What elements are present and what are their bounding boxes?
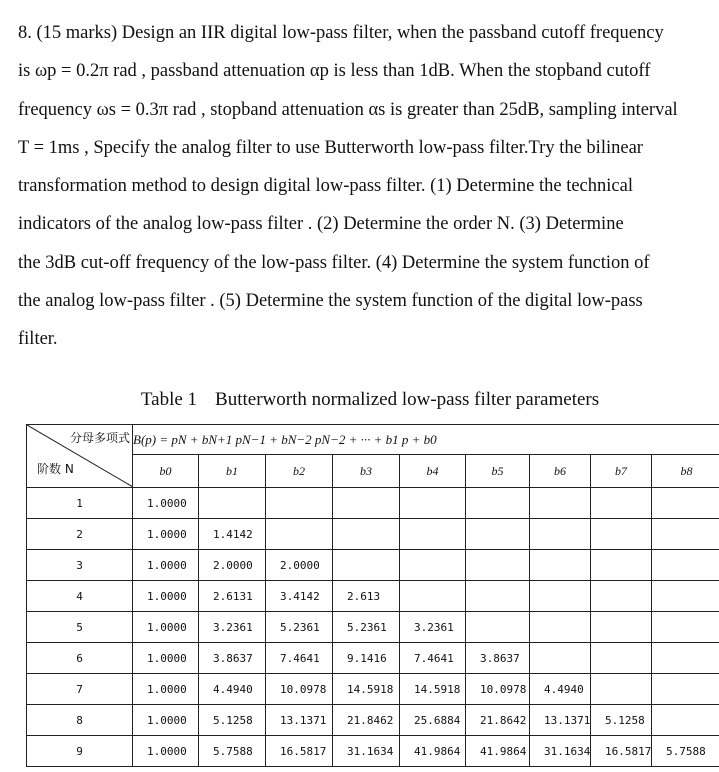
coef-cell: 41.9864 bbox=[466, 736, 530, 767]
coef-cell: 16.5817 bbox=[266, 736, 333, 767]
coef-cell: 13.1371 bbox=[266, 705, 333, 736]
coef-cell bbox=[530, 612, 591, 643]
coef-cell bbox=[530, 550, 591, 581]
coef-cell: 2.613 bbox=[333, 581, 400, 612]
coef-cell bbox=[591, 674, 652, 705]
problem-line: the 3dB cut-off frequency of the low-pass filter. (4) Determine the system function of bbox=[18, 252, 650, 273]
problem-line: 8. (15 marks) Design an IIR digital low-pass filter, when the passband cutoff frequency bbox=[18, 23, 664, 43]
order-cell: 1 bbox=[27, 488, 133, 519]
table-row bbox=[27, 581, 719, 612]
problem-line: transformation method to design digital low-pass filter. (1) Determine the technical bbox=[18, 176, 633, 197]
table-row bbox=[27, 705, 719, 736]
coef-cell bbox=[652, 550, 719, 581]
coef-cell: 1.4142 bbox=[199, 519, 266, 550]
coef-header: b3 bbox=[333, 455, 400, 488]
coef-header: b6 bbox=[530, 455, 591, 488]
table-row bbox=[27, 643, 719, 674]
coef-cell bbox=[466, 519, 530, 550]
coef-cell: 2.6131 bbox=[199, 581, 266, 612]
coef-cell: 25.6884 bbox=[400, 705, 466, 736]
problem-statement bbox=[18, 14, 719, 359]
coef-cell: 4.4940 bbox=[199, 674, 266, 705]
coef-cell bbox=[400, 550, 466, 581]
coef-cell bbox=[591, 581, 652, 612]
coef-cell bbox=[591, 612, 652, 643]
coef-cell bbox=[591, 519, 652, 550]
table-title: Butterworth normalized low-pass filter parameters bbox=[215, 389, 600, 410]
coef-cell: 1.0000 bbox=[133, 705, 199, 736]
problem-line: is ωp = 0.2π rad , passband attenuation αp is less than 1dB. When the stopband cutoff bbox=[18, 61, 651, 82]
coef-cell bbox=[266, 488, 333, 519]
coef-cell: 5.1258 bbox=[199, 705, 266, 736]
order-cell: 4 bbox=[27, 581, 133, 612]
coef-cell: 31.1634 bbox=[530, 736, 591, 767]
corner-label-denominator: 分母多项式 bbox=[69, 431, 130, 445]
coef-header: b2 bbox=[266, 455, 333, 488]
table-caption bbox=[0, 389, 719, 411]
table-row bbox=[27, 612, 719, 643]
coef-cell: 2.0000 bbox=[199, 550, 266, 581]
coef-cell: 10.0978 bbox=[466, 674, 530, 705]
coef-cell bbox=[530, 519, 591, 550]
order-cell: 5 bbox=[27, 612, 133, 643]
coef-cell: 3.8637 bbox=[199, 643, 266, 674]
coef-cell bbox=[333, 488, 400, 519]
coef-cell: 41.9864 bbox=[400, 736, 466, 767]
header-corner bbox=[27, 425, 133, 488]
coef-cell: 1.0000 bbox=[133, 519, 199, 550]
coef-cell: 5.2361 bbox=[266, 612, 333, 643]
coef-cell: 1.0000 bbox=[133, 674, 199, 705]
table-label: Table 1 bbox=[140, 389, 198, 410]
coef-cell bbox=[652, 519, 719, 550]
coef-cell: 5.7588 bbox=[199, 736, 266, 767]
coef-cell bbox=[652, 612, 719, 643]
order-cell: 6 bbox=[27, 643, 133, 674]
coef-cell: 14.5918 bbox=[400, 674, 466, 705]
coef-cell: 3.4142 bbox=[266, 581, 333, 612]
problem-line: indicators of the analog low-pass filter . (2) Determine the order N. (3) Determine bbox=[18, 214, 624, 235]
coef-cell bbox=[591, 488, 652, 519]
corner-label-order: 阶数 N bbox=[37, 462, 74, 476]
coef-header: b0 bbox=[133, 455, 199, 488]
coef-cell: 2.0000 bbox=[266, 550, 333, 581]
coef-cell: 1.0000 bbox=[133, 550, 199, 581]
coef-cell: 9.1416 bbox=[333, 643, 400, 674]
table-row bbox=[27, 736, 719, 767]
coef-cell bbox=[400, 488, 466, 519]
coef-cell: 5.2361 bbox=[333, 612, 400, 643]
coef-cell: 1.0000 bbox=[133, 643, 199, 674]
coef-header: b8 bbox=[652, 455, 719, 488]
coef-cell: 5.7588 bbox=[652, 736, 719, 767]
coef-cell bbox=[652, 488, 719, 519]
order-cell: 7 bbox=[27, 674, 133, 705]
coef-cell: 5.1258 bbox=[591, 705, 652, 736]
coef-cell: 13.1371 bbox=[530, 705, 591, 736]
coef-cell bbox=[530, 488, 591, 519]
table-body bbox=[27, 488, 719, 767]
coef-cell bbox=[199, 488, 266, 519]
coef-cell bbox=[466, 581, 530, 612]
coef-cell bbox=[466, 488, 530, 519]
coef-cell: 31.1634 bbox=[333, 736, 400, 767]
coef-cell bbox=[652, 705, 719, 736]
order-cell: 3 bbox=[27, 550, 133, 581]
coef-cell bbox=[530, 643, 591, 674]
coef-header: b5 bbox=[466, 455, 530, 488]
coef-cell: 7.4641 bbox=[400, 643, 466, 674]
coef-cell bbox=[652, 674, 719, 705]
coef-cell bbox=[333, 519, 400, 550]
polynomial-header: B(p) = pN + bN+1 pN−1 + bN−2 pN−2 + ··· + b1 p + b0 bbox=[133, 425, 719, 455]
table-row bbox=[27, 550, 719, 581]
table-row bbox=[27, 674, 719, 705]
coef-cell bbox=[652, 643, 719, 674]
coef-cell: 1.0000 bbox=[133, 488, 199, 519]
coef-cell bbox=[652, 581, 719, 612]
coef-cell: 1.0000 bbox=[133, 612, 199, 643]
coef-cell bbox=[466, 612, 530, 643]
problem-line: filter. bbox=[18, 329, 58, 350]
coef-cell: 10.0978 bbox=[266, 674, 333, 705]
coef-cell bbox=[333, 550, 400, 581]
order-cell: 9 bbox=[27, 736, 133, 767]
problem-line: T = 1ms , Specify the analog filter to use Butterworth low-pass filter.Try the bilinear bbox=[18, 137, 643, 158]
coef-cell: 1.0000 bbox=[133, 581, 199, 612]
coef-cell bbox=[466, 550, 530, 581]
table-row bbox=[27, 519, 719, 550]
coef-cell: 3.2361 bbox=[400, 612, 466, 643]
order-cell: 8 bbox=[27, 705, 133, 736]
problem-line: frequency ωs = 0.3π rad , stopband attenuation αs is greater than 25dB, sampling interval bbox=[18, 99, 678, 120]
table-row bbox=[27, 488, 719, 519]
order-cell: 2 bbox=[27, 519, 133, 550]
coef-cell bbox=[591, 550, 652, 581]
coef-header: b1 bbox=[199, 455, 266, 488]
coef-cell bbox=[266, 519, 333, 550]
coef-cell: 1.0000 bbox=[133, 736, 199, 767]
coef-cell: 3.2361 bbox=[199, 612, 266, 643]
coef-cell: 3.8637 bbox=[466, 643, 530, 674]
coef-cell: 7.4641 bbox=[266, 643, 333, 674]
coef-cell: 21.8642 bbox=[466, 705, 530, 736]
coef-header: b7 bbox=[591, 455, 652, 488]
coef-cell: 16.5817 bbox=[591, 736, 652, 767]
coef-cell bbox=[530, 581, 591, 612]
butterworth-table bbox=[26, 424, 719, 767]
coef-cell bbox=[591, 643, 652, 674]
coef-cell bbox=[400, 519, 466, 550]
coef-cell: 14.5918 bbox=[333, 674, 400, 705]
coef-cell: 4.4940 bbox=[530, 674, 591, 705]
coef-header: b4 bbox=[400, 455, 466, 488]
problem-line: the analog low-pass filter . (5) Determine the system function of the digital low-pass bbox=[18, 291, 643, 312]
coef-cell bbox=[400, 581, 466, 612]
coef-cell: 21.8462 bbox=[333, 705, 400, 736]
